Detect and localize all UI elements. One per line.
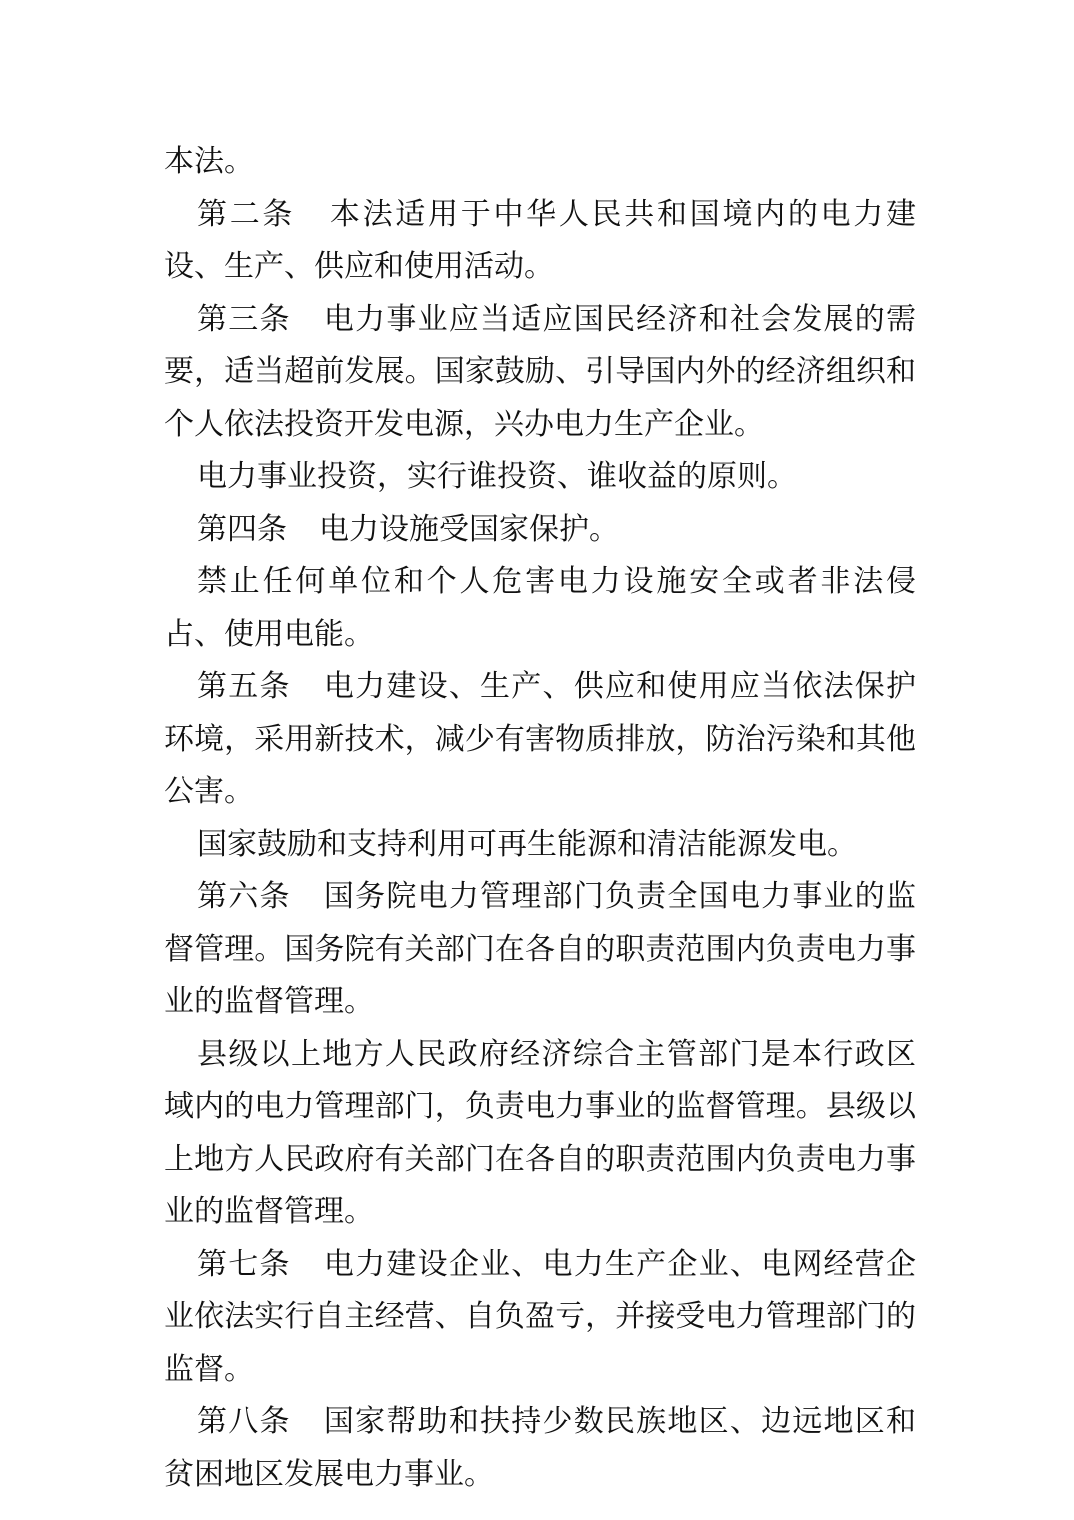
paragraph-text: 本法。 — [164, 144, 254, 179]
paragraph-text: 电力建设企业、电力生产企业、电网经营企业依法实行自主经营、自负盈亏，并接受电力管理部门的监督。 — [164, 1246, 917, 1387]
paragraph-text: 本法适用于中华人民共和国境内的电力建设、生产、供应和使用活动。 — [164, 196, 917, 284]
article-7-paragraph — [164, 1239, 916, 1397]
article-number: 第二条 — [197, 196, 296, 232]
article-number: 第四条 — [197, 511, 287, 547]
paragraph-text: 县级以上地方人民政府经济综合主管部门是本行政区域内的电力管理部门，负责电力事业的监督管理。县级以上地方人民政府有关部门在各自的职责范围内负责电力事业的监督管理。 — [164, 1036, 916, 1229]
paragraph-text: 国务院电力管理部门负责全国电力事业的监督管理。国务院有关部门在各自的职责范围内负责电力事业的监督管理。 — [164, 879, 917, 1019]
paragraph-text: 电力设施受国家保护。 — [319, 511, 619, 547]
article-number: 第七条 — [197, 1246, 291, 1282]
paragraph-text: 国家帮助和扶持少数民族地区、边远地区和贫困地区发展电力事业。 — [164, 1404, 917, 1492]
article-number: 第六条 — [197, 879, 291, 914]
article-4-paragraph — [164, 504, 916, 557]
article-6-paragraph — [164, 871, 916, 1029]
article-2-paragraph — [164, 189, 916, 294]
document-body — [164, 136, 916, 1501]
article-number: 第三条 — [197, 301, 291, 337]
article-number: 第五条 — [197, 669, 291, 704]
article-4-subparagraph — [164, 556, 916, 661]
paragraph-text: 电力建设、生产、供应和使用应当依法保护环境，采用新技术，减少有害物质排放，防治污染和其他公害。 — [164, 669, 917, 809]
article-3-subparagraph — [164, 451, 916, 504]
paragraph-continuation — [164, 136, 916, 189]
article-3-paragraph — [164, 294, 916, 452]
article-6-subparagraph — [164, 1029, 916, 1239]
paragraph-text: 电力事业应当适应国民经济和社会发展的需要，适当超前发展。国家鼓励、引导国内外的经济组织和个人依法投资开发电源，兴办电力生产企业。 — [164, 301, 917, 442]
paragraph-text: 禁止任何单位和个人危害电力设施安全或者非法侵占、使用电能。 — [164, 564, 916, 652]
article-5-subparagraph — [164, 819, 916, 872]
article-8-paragraph — [164, 1396, 916, 1501]
article-5-paragraph — [164, 661, 916, 819]
article-number: 第八条 — [197, 1404, 291, 1439]
paragraph-text: 电力事业投资，实行谁投资、谁收益的原则。 — [197, 459, 797, 494]
paragraph-text: 国家鼓励和支持利用可再生能源和清洁能源发电。 — [197, 826, 857, 862]
